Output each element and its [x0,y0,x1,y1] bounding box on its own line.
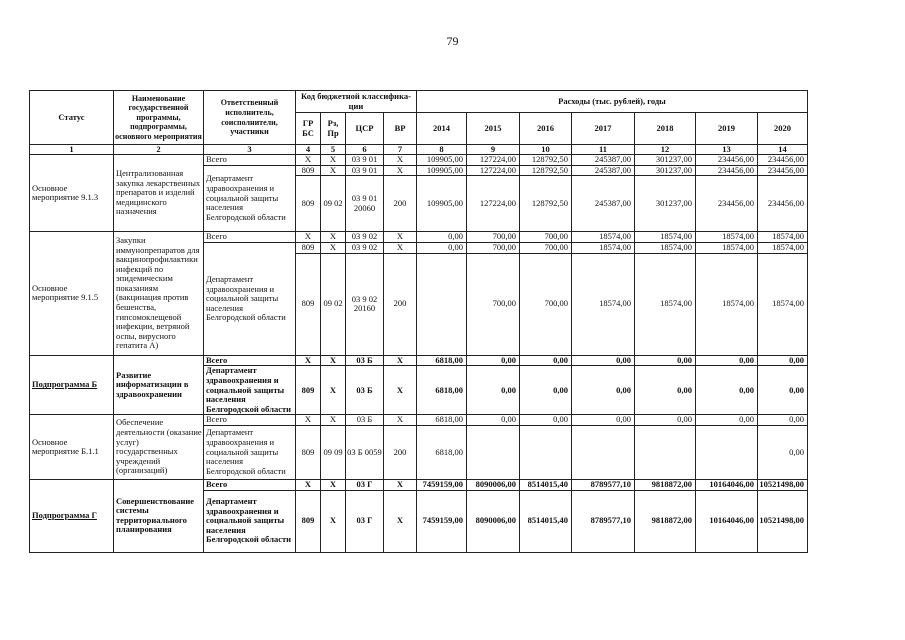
csr-cell: 03 9 02 [346,243,384,254]
page-number: 79 [446,34,459,48]
value-cell: 7459159,00 [417,479,467,490]
value-cell: 0,00 [696,366,758,415]
value-cell: 10164046,00 [696,490,758,552]
grbs-cell: 809 [296,366,321,415]
vr-cell: X [384,479,417,490]
value-cell: 8514015,40 [520,479,572,490]
header-budget-code: Код бюджетной классифика-ции [296,91,417,113]
value-cell: 234456,00 [758,176,808,232]
value-cell: 0,00 [758,366,808,415]
table-row [30,232,808,243]
csr-cell: 03 Г [346,490,384,552]
value-cell: 18574,00 [572,243,635,254]
value-cell: 109905,00 [417,165,467,176]
csr-cell: 03 Г [346,479,384,490]
responsible-cell: Департамент здравоохранения и социальной защиты населения Белгородской области [204,490,296,552]
value-cell: 18574,00 [758,232,808,243]
col-number: 9 [467,145,520,155]
value-cell: 700,00 [520,243,572,254]
rzpr-cell: X [321,355,346,366]
value-cell: 18574,00 [572,232,635,243]
col-number: 7 [384,145,417,155]
value-cell: 10521498,00 [758,479,808,490]
budget-table [29,90,808,553]
value-cell: 0,00 [758,425,808,479]
rzpr-cell: X [321,366,346,415]
header-year: 2015 [467,113,520,145]
value-cell: 245387,00 [572,176,635,232]
value-cell: 700,00 [520,232,572,243]
value-cell: 0,00 [572,355,635,366]
value-cell: 127224,00 [467,176,520,232]
value-cell [467,425,520,479]
value-cell: 7459159,00 [417,490,467,552]
col-number: 6 [346,145,384,155]
table-row [30,415,808,426]
csr-cell: 03 9 02 20160 [346,253,384,355]
vr-cell: X [384,165,417,176]
value-cell: 9818872,00 [635,490,696,552]
value-cell: 234456,00 [758,155,808,166]
value-cell: 128792,50 [520,176,572,232]
rzpr-cell: X [321,155,346,166]
value-cell: 301237,00 [635,165,696,176]
value-cell: 700,00 [467,243,520,254]
value-cell [520,425,572,479]
value-cell: 700,00 [520,253,572,355]
header-grbs: ГР БС [296,113,321,145]
value-cell: 0,00 [520,366,572,415]
csr-cell: 03 9 01 [346,165,384,176]
value-cell: 18574,00 [635,232,696,243]
header-csr: ЦСР [346,113,384,145]
responsible-cell: Департамент здравоохранения и социальной защиты населения Белгородской области [204,165,296,232]
vr-cell: X [384,355,417,366]
value-cell: 0,00 [635,355,696,366]
header-year: 2014 [417,113,467,145]
value-cell: 6818,00 [417,415,467,426]
responsible-cell: Всего [204,155,296,166]
col-number: 2 [114,145,204,155]
grbs-cell: X [296,232,321,243]
status-cell: Подпрограмма Б [30,355,114,415]
grbs-cell: 809 [296,165,321,176]
value-cell [572,425,635,479]
csr-cell: 03 Б [346,366,384,415]
grbs-cell: 809 [296,425,321,479]
value-cell: 0,00 [696,355,758,366]
value-cell: 18574,00 [635,253,696,355]
table-row [30,479,808,490]
header-year: 2019 [696,113,758,145]
csr-cell: 03 9 01 [346,155,384,166]
grbs-cell: X [296,415,321,426]
value-cell: 18574,00 [758,243,808,254]
rzpr-cell: X [321,479,346,490]
header-expenses: Расходы (тыс. рублей), годы [417,91,808,113]
value-cell: 109905,00 [417,155,467,166]
value-cell: 109905,00 [417,176,467,232]
value-cell: 0,00 [572,415,635,426]
program-name-cell: Централизованная закупка лекарственных препаратов и изделий медицинского назначения [114,155,204,232]
csr-cell: 03 Б [346,415,384,426]
header-year: 2017 [572,113,635,145]
value-cell: 8090006,00 [467,490,520,552]
value-cell: 0,00 [758,355,808,366]
value-cell: 18574,00 [758,253,808,355]
program-name-cell: Обеспечение деятельности (оказание услуг) государственных учреждений (организаций) [114,415,204,480]
csr-cell: 03 9 02 [346,232,384,243]
rzpr-cell: 09 09 [321,425,346,479]
vr-cell: 200 [384,176,417,232]
value-cell: 301237,00 [635,176,696,232]
col-number: 10 [520,145,572,155]
vr-cell: X [384,415,417,426]
value-cell: 0,00 [467,355,520,366]
value-cell: 234456,00 [696,165,758,176]
value-cell: 18574,00 [696,243,758,254]
col-number: 1 [30,145,114,155]
vr-cell: X [384,366,417,415]
value-cell: 0,00 [572,366,635,415]
value-cell: 9818872,00 [635,479,696,490]
status-cell: Основное мероприятие Б.1.1 [30,415,114,480]
col-number: 3 [204,145,296,155]
value-cell: 0,00 [635,366,696,415]
value-cell: 8789577,10 [572,479,635,490]
value-cell: 6818,00 [417,425,467,479]
responsible-cell: Всего [204,415,296,426]
vr-cell: 200 [384,253,417,355]
responsible-cell: Всего [204,479,296,490]
value-cell: 8789577,10 [572,490,635,552]
col-number: 12 [635,145,696,155]
col-number: 13 [696,145,758,155]
rzpr-cell: X [321,415,346,426]
value-cell: 6818,00 [417,355,467,366]
table-row [30,155,808,166]
value-cell: 10164046,00 [696,479,758,490]
value-cell: 128792,50 [520,155,572,166]
header-status: Статус [30,91,114,145]
status-cell: Подпрограмма Г [30,479,114,552]
vr-cell: X [384,232,417,243]
header-year: 2018 [635,113,696,145]
header-rzpr: Рз, Пр [321,113,346,145]
responsible-cell: Всего [204,355,296,366]
column-number-row [30,145,808,155]
value-cell: 0,00 [467,366,520,415]
grbs-cell: 809 [296,253,321,355]
value-cell: 0,00 [417,232,467,243]
value-cell: 8514015,40 [520,490,572,552]
col-number: 11 [572,145,635,155]
value-cell: 700,00 [467,253,520,355]
table-row [30,355,808,366]
rzpr-cell: X [321,165,346,176]
value-cell [696,425,758,479]
rzpr-cell: 09 02 [321,253,346,355]
value-cell [417,253,467,355]
rzpr-cell: X [321,490,346,552]
status-cell: Основное мероприятие 9.1.5 [30,232,114,356]
value-cell: 234456,00 [758,165,808,176]
responsible-cell: Департамент здравоохранения и социальной защиты населения Белгородской области [204,243,296,356]
grbs-cell: X [296,355,321,366]
header-year: 2016 [520,113,572,145]
col-number: 4 [296,145,321,155]
value-cell: 234456,00 [696,155,758,166]
value-cell: 0,00 [417,243,467,254]
header-vr: ВР [384,113,417,145]
csr-cell: 03 Б 0059 [346,425,384,479]
responsible-cell: Всего [204,232,296,243]
value-cell: 18574,00 [696,232,758,243]
responsible-cell: Департамент здравоохранения и социальной защиты населения Белгородской области [204,366,296,415]
header-program-name: Наименование государственной программы, подпрограммы, основного мероприятия [114,91,204,145]
col-number: 5 [321,145,346,155]
value-cell: 0,00 [758,415,808,426]
rzpr-cell: X [321,243,346,254]
value-cell: 8090006,00 [467,479,520,490]
value-cell: 10521498,00 [758,490,808,552]
responsible-cell: Департамент здравоохранения и социальной защиты населения Белгородской области [204,425,296,479]
value-cell: 301237,00 [635,155,696,166]
value-cell: 0,00 [467,415,520,426]
col-number: 8 [417,145,467,155]
program-name-cell: Совершенствование системы территориального планирования [114,479,204,552]
value-cell: 245387,00 [572,165,635,176]
vr-cell: X [384,243,417,254]
value-cell: 0,00 [520,415,572,426]
value-cell: 128792,50 [520,165,572,176]
value-cell: 234456,00 [696,176,758,232]
csr-cell: 03 Б [346,355,384,366]
col-number: 14 [758,145,808,155]
value-cell: 6818,00 [417,366,467,415]
rzpr-cell: X [321,232,346,243]
csr-cell: 03 9 01 20060 [346,176,384,232]
value-cell: 0,00 [520,355,572,366]
value-cell: 18574,00 [696,253,758,355]
grbs-cell: X [296,155,321,166]
program-name-cell: Развитие информатизации в здравоохранении [114,355,204,415]
table-body [30,155,808,553]
grbs-cell: X [296,479,321,490]
vr-cell: X [384,155,417,166]
header-year: 2020 [758,113,808,145]
grbs-cell: 809 [296,176,321,232]
value-cell [635,425,696,479]
status-cell: Основное мероприятие 9.1.3 [30,155,114,232]
value-cell: 700,00 [467,232,520,243]
vr-cell: 200 [384,425,417,479]
program-name-cell: Закупки иммунопрепаратов для вакцинопрофилактики инфекций по эпидемическим показаниям (вакцинация против бешенства, гипсомоклещевой инфекции, ветряной оспы, вирусного гепатита А) [114,232,204,356]
rzpr-cell: 09 02 [321,176,346,232]
grbs-cell: 809 [296,243,321,254]
grbs-cell: 809 [296,490,321,552]
value-cell: 245387,00 [572,155,635,166]
value-cell: 0,00 [696,415,758,426]
value-cell: 18574,00 [572,253,635,355]
value-cell: 0,00 [635,415,696,426]
value-cell: 127224,00 [467,165,520,176]
vr-cell: X [384,490,417,552]
value-cell: 18574,00 [635,243,696,254]
value-cell: 127224,00 [467,155,520,166]
header-responsible: Ответственный исполнитель, соисполнители, участники [204,91,296,145]
